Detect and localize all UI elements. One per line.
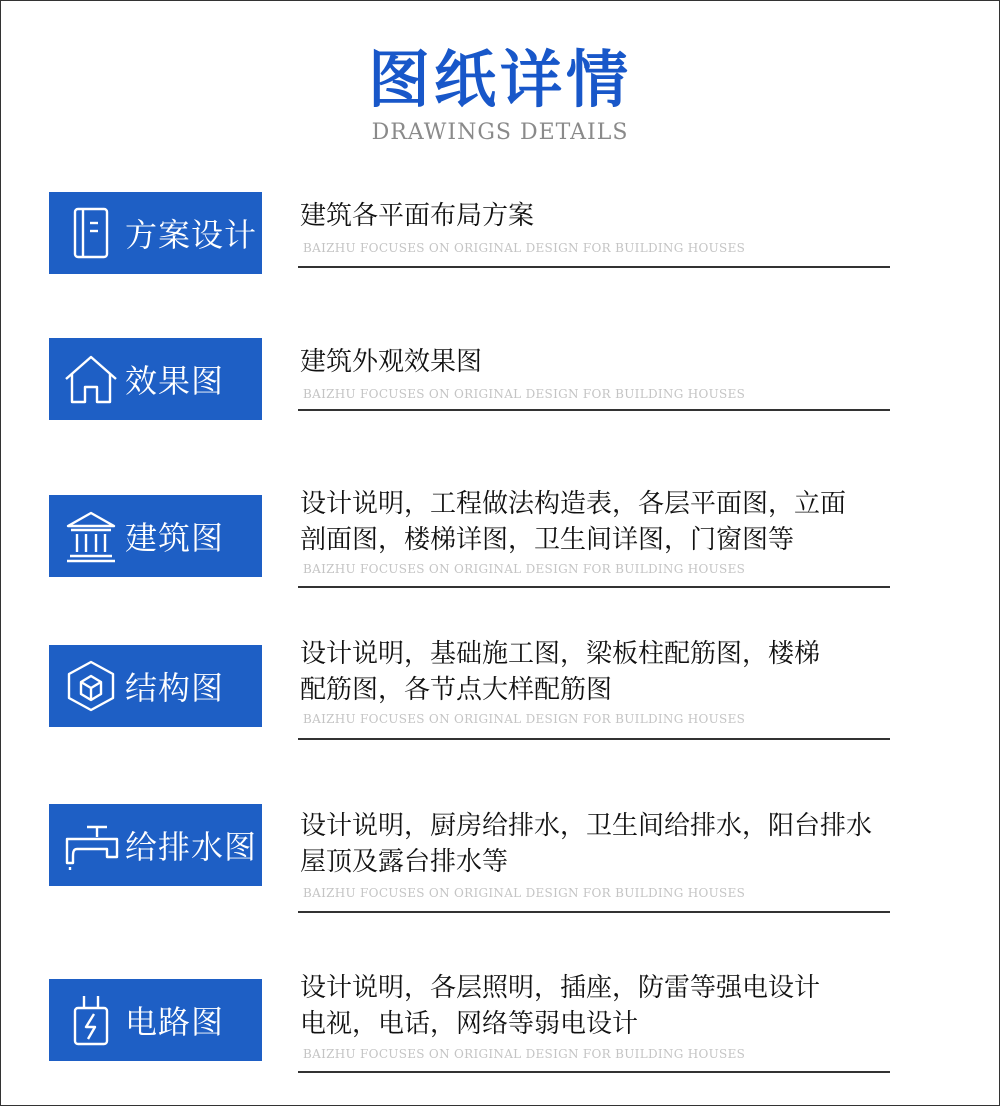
section-english-caption: BAIZHU FOCUSES ON ORIGINAL DESIGN FOR BUILDING HOUSES	[303, 1047, 746, 1061]
section-divider	[298, 738, 890, 740]
section-label: 结构图	[125, 669, 225, 707]
section-description	[300, 636, 940, 708]
faucet-icon	[57, 815, 125, 875]
section-divider	[298, 586, 890, 588]
section-badge-electrical	[49, 979, 262, 1061]
description-line: 剖面图，楼梯详图，卫生间详图，门窗图等	[300, 525, 795, 555]
section-divider	[298, 1071, 890, 1073]
section-description	[300, 808, 940, 880]
section-badge-rendering	[49, 338, 262, 420]
section-badge-architecture	[49, 495, 262, 577]
section-english-caption: BAIZHU FOCUSES ON ORIGINAL DESIGN FOR BUILDING HOUSES	[303, 241, 746, 255]
document-icon	[57, 203, 125, 263]
description-line: 设计说明，厨房给排水，卫生间给排水，阳台排水	[300, 811, 873, 841]
page-subtitle: DRAWINGS DETAILS	[371, 120, 629, 145]
description-line: 电视，电话，网络等弱电设计	[300, 1009, 639, 1039]
description-line: 配筋图，各节点大样配筋图	[300, 675, 613, 705]
description-line: 建筑外观效果图	[300, 347, 483, 377]
house-icon	[57, 349, 125, 409]
description-line: 设计说明，各层照明，插座，防雷等强电设计	[300, 973, 821, 1003]
page-title: 图纸详情	[367, 43, 632, 116]
description-line: 设计说明，工程做法构造表，各层平面图，立面	[300, 489, 847, 519]
section-label: 电路图	[125, 1003, 225, 1041]
description-line: 屋顶及露台排水等	[300, 847, 509, 877]
section-badge-plumbing	[49, 804, 262, 886]
cube-icon	[57, 656, 125, 716]
section-label: 方案设计	[125, 216, 258, 254]
description-line: 建筑各平面布局方案	[300, 201, 535, 231]
section-english-caption: BAIZHU FOCUSES ON ORIGINAL DESIGN FOR BUILDING HOUSES	[303, 712, 746, 726]
section-description	[300, 198, 940, 234]
section-divider	[298, 409, 890, 411]
section-label: 效果图	[125, 362, 225, 400]
section-label: 给排水图	[125, 828, 258, 866]
section-badge-structure	[49, 645, 262, 727]
section-english-caption: BAIZHU FOCUSES ON ORIGINAL DESIGN FOR BUILDING HOUSES	[303, 562, 746, 576]
section-divider	[298, 266, 890, 268]
electric-plug-icon	[57, 990, 125, 1050]
section-badge-scheme-design	[49, 192, 262, 274]
section-label: 建筑图	[125, 519, 225, 557]
section-description	[300, 486, 940, 558]
section-english-caption: BAIZHU FOCUSES ON ORIGINAL DESIGN FOR BUILDING HOUSES	[303, 886, 746, 900]
description-line: 设计说明，基础施工图，梁板柱配筋图，楼梯	[300, 639, 821, 669]
section-description	[300, 970, 940, 1042]
section-divider	[298, 911, 890, 913]
section-description	[300, 344, 940, 380]
building-columns-icon	[57, 506, 125, 566]
section-english-caption: BAIZHU FOCUSES ON ORIGINAL DESIGN FOR BUILDING HOUSES	[303, 387, 746, 401]
